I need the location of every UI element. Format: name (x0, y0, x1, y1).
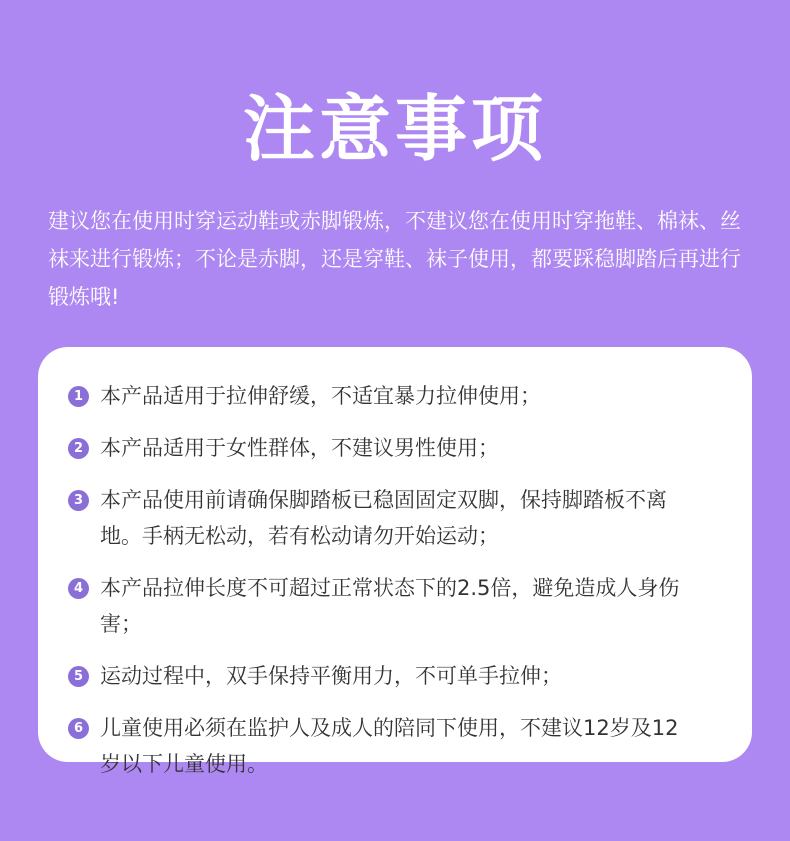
notice-item (68, 430, 698, 466)
notice-text: 儿童使用必须在监护人及成人的陪同下使用，不建议12岁及12岁以下儿童使用。 (100, 716, 679, 776)
number-badge-icon: 3 (68, 490, 89, 511)
notice-item (68, 378, 698, 414)
notice-text: 本产品适用于女性群体，不建议男性使用； (100, 436, 499, 460)
notice-card (38, 347, 752, 776)
number-badge-icon: 6 (68, 718, 89, 739)
notice-item (68, 570, 698, 642)
notice-text: 本产品使用前请确保脚踏板已稳固固定双脚，保持脚踏板不离地。手柄无松动，若有松动请勿开始运动； (100, 488, 667, 548)
intro-text: 建议您在使用时穿运动鞋或赤脚锻炼，不建议您在使用时穿拖鞋、棉袜、丝袜来进行锻炼；不论是赤脚，还是穿鞋、袜子使用，都要踩稳脚踏后再进行锻炼哦! (48, 209, 741, 309)
number-badge-icon: 2 (68, 438, 89, 459)
notice-text: 本产品适用于拉伸舒缓，不适宜暴力拉伸使用； (100, 384, 541, 408)
notice-item (68, 710, 698, 782)
page-title: 注意事项 (242, 87, 547, 171)
notice-text: 本产品拉伸长度不可超过正常状态下的2.5倍，避免造成人身伤害； (100, 576, 680, 636)
notice-item (68, 482, 698, 554)
notice-list (68, 378, 698, 798)
number-badge-icon: 1 (68, 386, 89, 407)
number-badge-icon: 5 (68, 666, 89, 687)
notice-text: 运动过程中，双手保持平衡用力，不可单手拉伸； (100, 664, 562, 688)
number-badge-icon: 4 (68, 578, 89, 599)
notice-item (68, 658, 698, 694)
